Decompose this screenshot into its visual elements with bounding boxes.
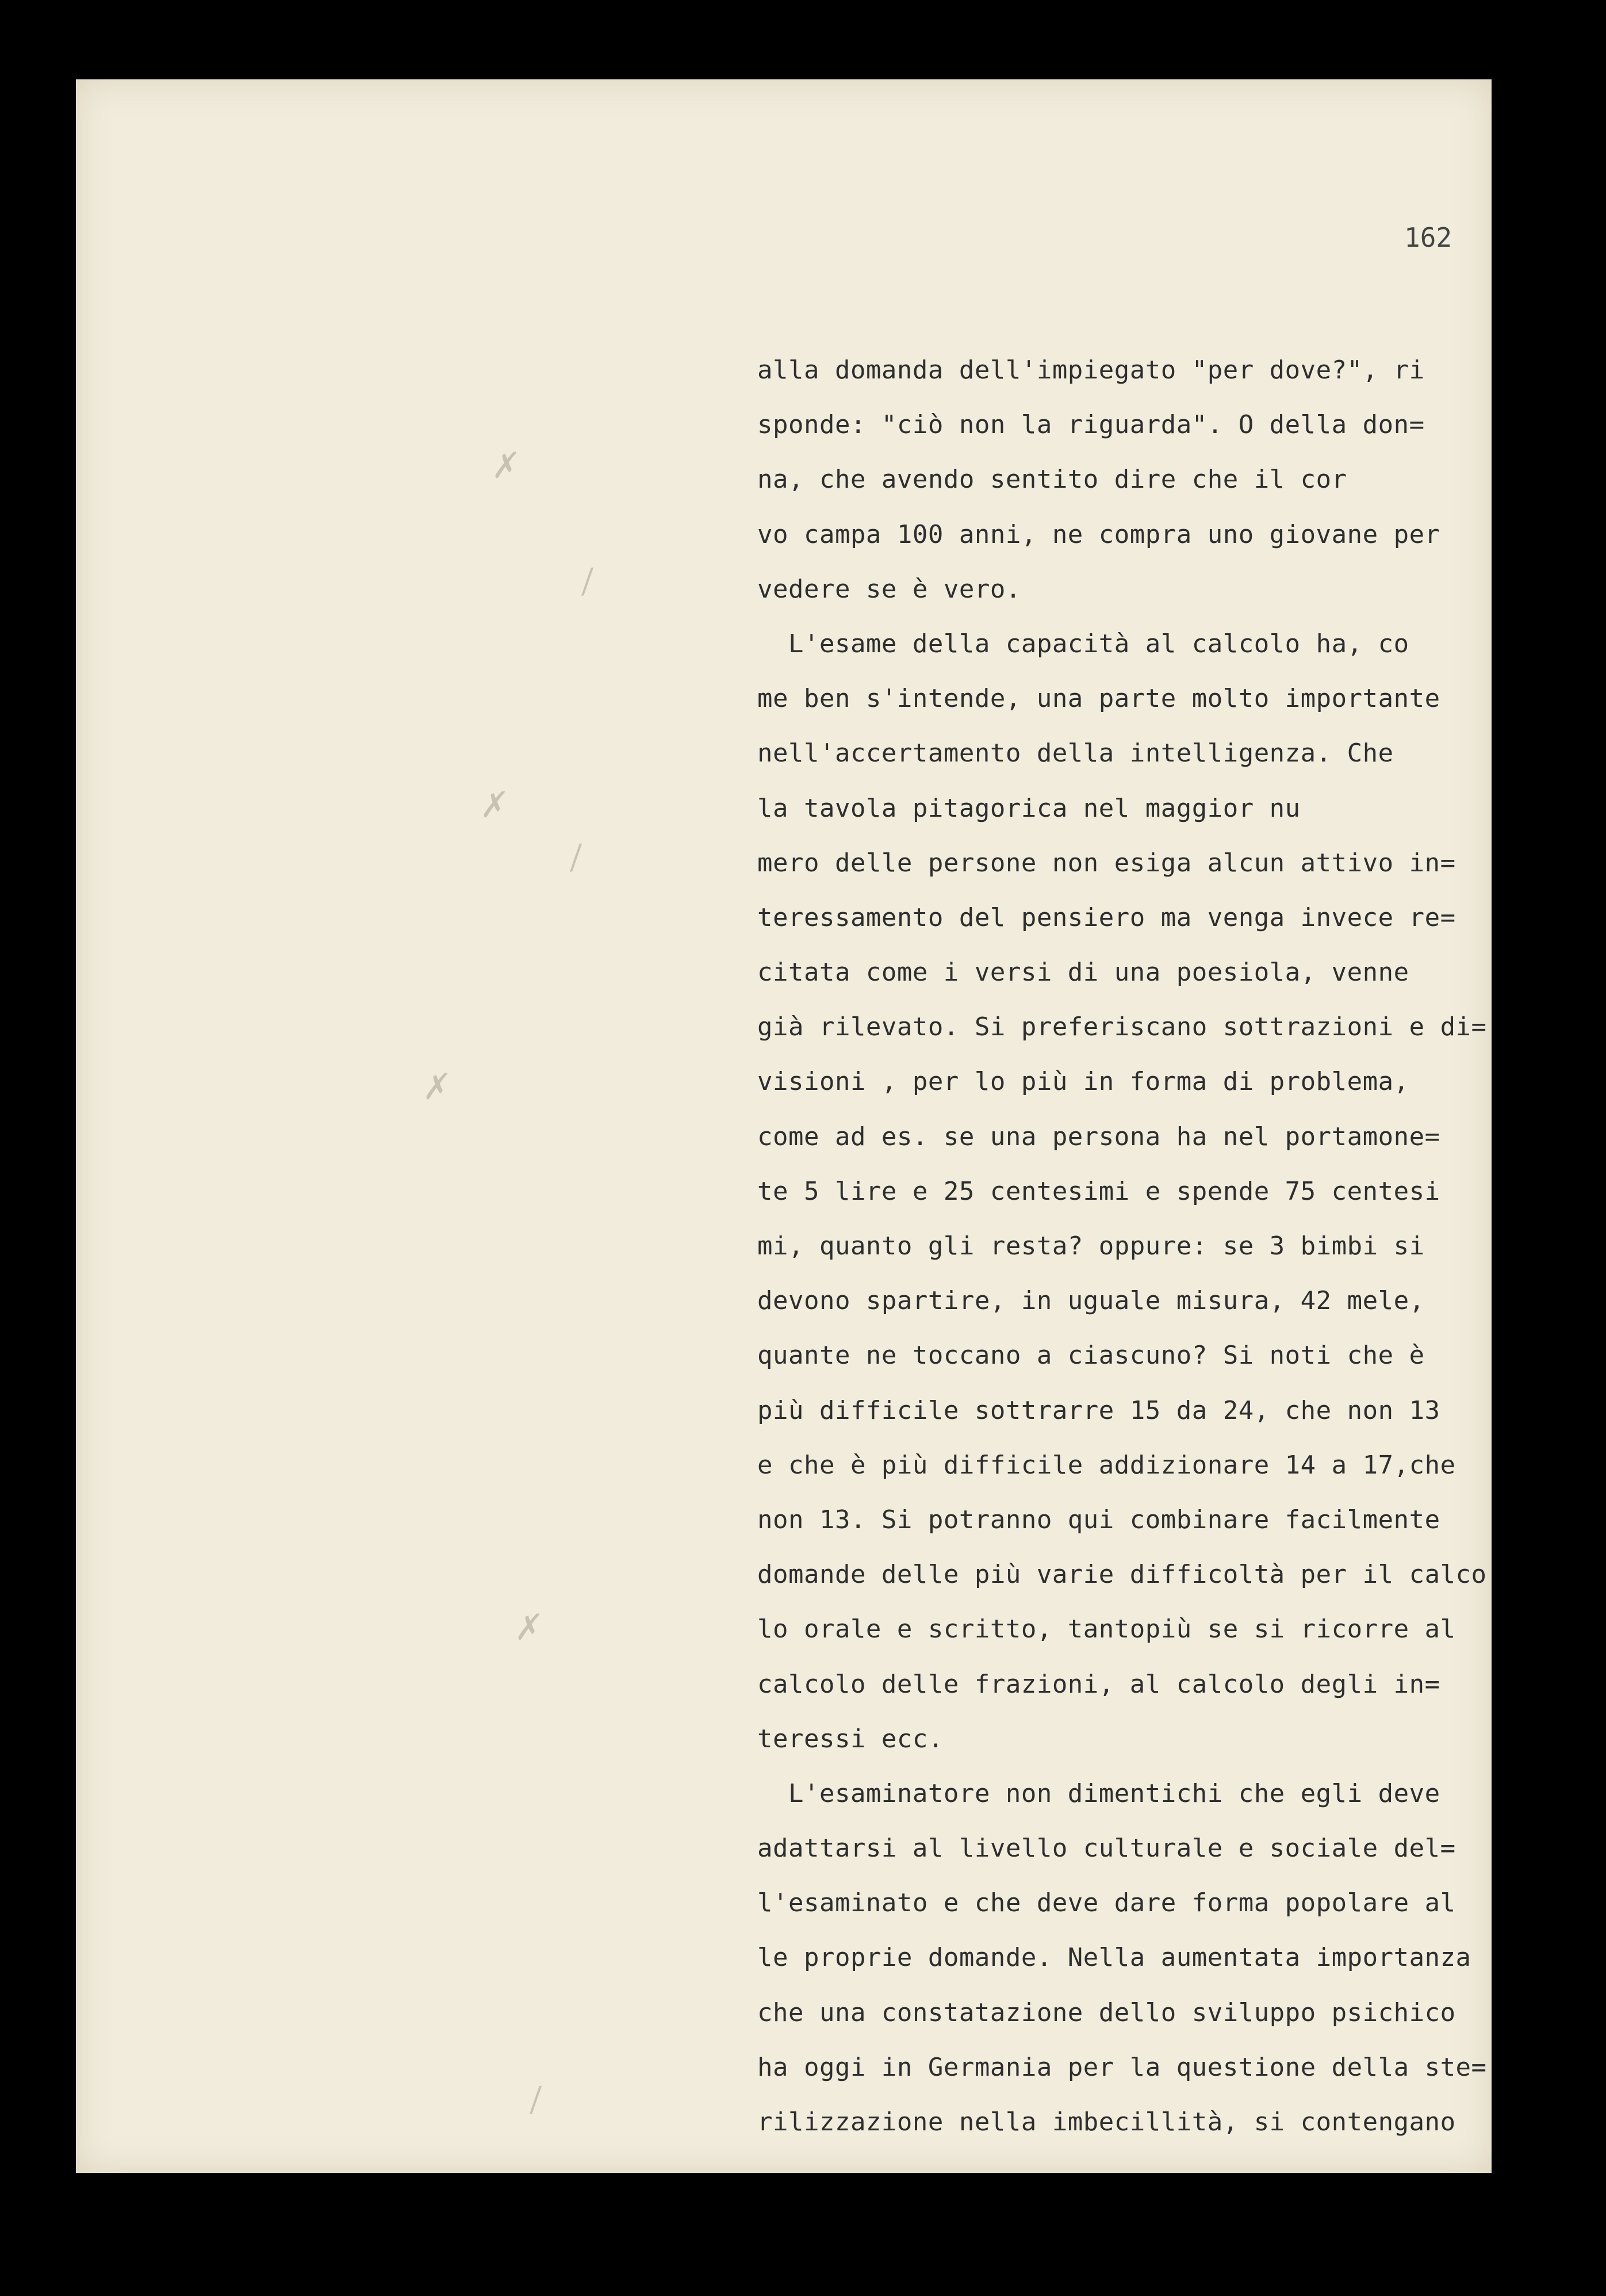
margin-annotation: / — [579, 562, 596, 600]
margin-annotation: ✗ — [487, 446, 520, 487]
text-line: quante ne toccano a ciascuno? Si noti che è — [757, 1341, 1425, 1371]
text-line: sponde: "ciò non la riguarda". O della don= — [757, 410, 1425, 440]
text-line: nell'accertamento della intelligenza. Che — [757, 738, 1394, 768]
text-line: me ben s'intende, una parte molto importante — [757, 684, 1440, 714]
text-line: già rilevato. Si preferiscano sottrazioni e di= — [757, 1012, 1487, 1042]
text-line: ha oggi in Germania per la questione della ste= — [757, 2052, 1487, 2082]
margin-annotation: / — [568, 838, 584, 877]
text-line: più difficile sottrarre 15 da 24, che non 13 — [757, 1395, 1440, 1425]
text-line: l'esaminato e che deve dare forma popolare al — [757, 1888, 1456, 1918]
margin-annotation: ✗ — [476, 785, 508, 826]
text-line: domande delle più varie difficoltà per il calco — [757, 1560, 1487, 1590]
text-line: na, che avendo sentito dire che il cor — [757, 465, 1347, 495]
text-line: mi, quanto gli resta? oppure: se 3 bimbi si — [757, 1231, 1425, 1261]
text-line: lo orale e scritto, tantopiù se si ricorre al — [757, 1614, 1456, 1644]
text-line: L'esaminatore non dimentichi che egli deve — [757, 1778, 1440, 1808]
text-line: vedere se è vero. — [757, 574, 1021, 604]
margin-annotation: / — [527, 2080, 544, 2119]
text-line: L'esame della capacità al calcolo ha, co — [757, 629, 1409, 659]
text-line: calcolo delle frazioni, al calcolo degli in= — [757, 1669, 1440, 1699]
text-line: citata come i versi di una poesiola, venne — [757, 958, 1409, 988]
text-line: mero delle persone non esiga alcun attivo in= — [757, 848, 1456, 878]
text-line: la tavola pitagorica nel maggior nu — [757, 793, 1301, 823]
text-line: le proprie domande. Nella aumentata importanza — [757, 1943, 1471, 1973]
text-line: teressamento del pensiero ma venga invece re= — [757, 902, 1456, 932]
page-number: 162 — [1404, 222, 1452, 253]
text-line: adattarsi al livello culturale e sociale del= — [757, 1834, 1456, 1863]
margin-annotation: ✗ — [510, 1608, 543, 1648]
document-page — [76, 79, 1492, 2173]
text-line: teressi ecc. — [757, 1724, 944, 1754]
text-line: e che è più difficile addizionare 14 a 17,che — [757, 1450, 1456, 1480]
typed-text-body — [757, 343, 1551, 2149]
text-line: non 13. Si potranno qui combinare facilmente — [757, 1505, 1440, 1535]
text-line: devono spartire, in uguale misura, 42 mele, — [757, 1286, 1425, 1316]
text-line: rilizzazione nella imbecillità, si contengano — [757, 2107, 1456, 2137]
text-line: te 5 lire e 25 centesimi e spende 75 centesi — [757, 1176, 1440, 1206]
text-line: alla domanda dell'impiegato "per dove?", ri — [757, 355, 1425, 385]
text-line: come ad es. se una persona ha nel portamone= — [757, 1122, 1440, 1151]
text-line: visioni , per lo più in forma di problema, — [757, 1067, 1409, 1097]
margin-annotation: ✗ — [418, 1067, 451, 1108]
text-line: che una constatazione dello sviluppo psichico — [757, 1997, 1456, 2027]
text-line: vo campa 100 anni, ne compra uno giovane per — [757, 519, 1440, 549]
